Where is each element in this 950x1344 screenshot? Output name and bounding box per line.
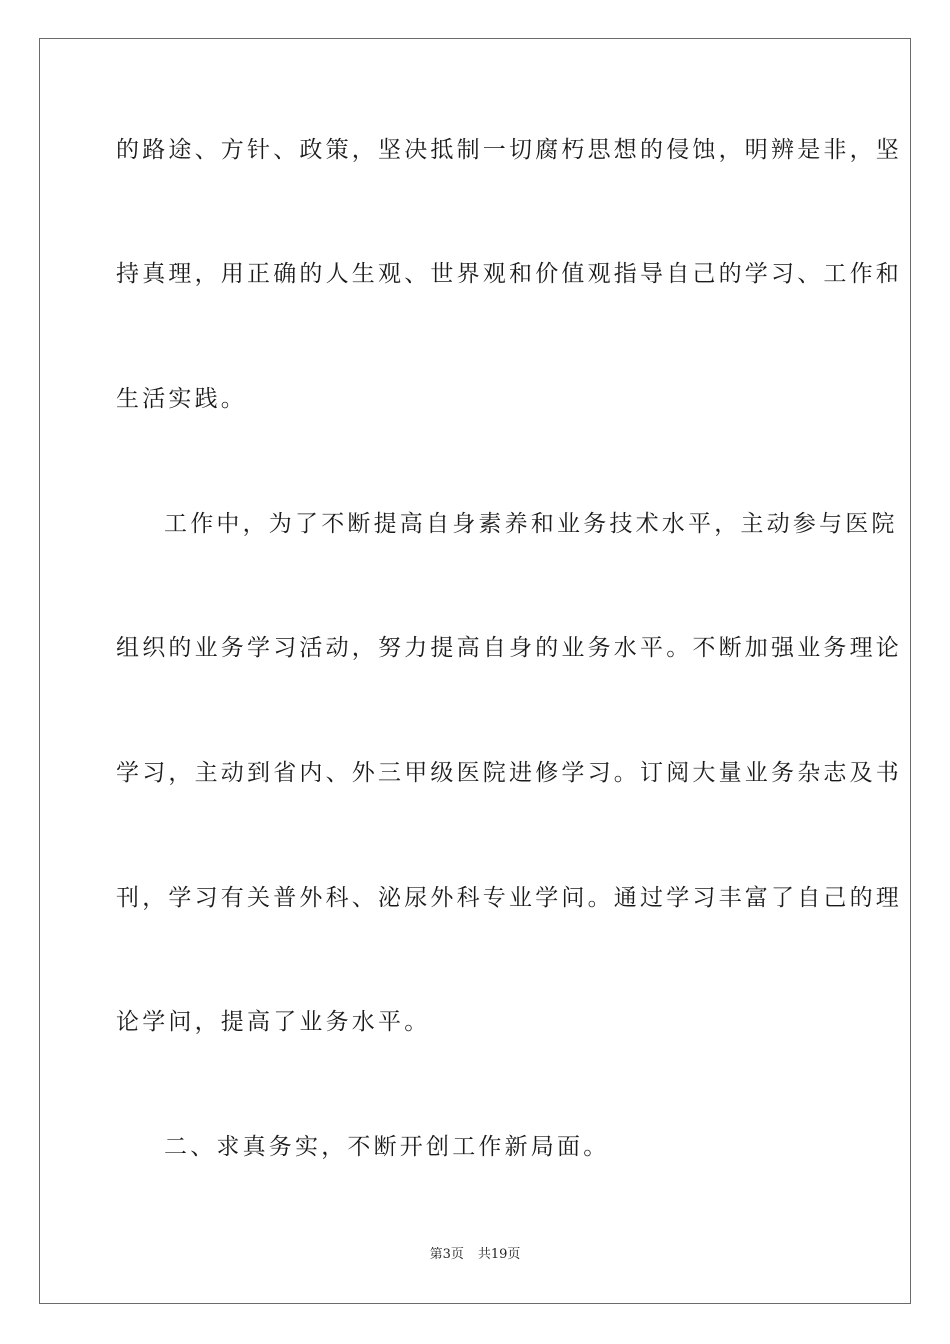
text-line-8: 论学问，提高了业务水平。 (116, 1009, 431, 1035)
page-number: 第3页 (429, 1247, 464, 1262)
section-heading: 二、求真务实，不断开创工作新局面。 (164, 1134, 610, 1160)
paragraph-start-line: 工作中，为了不断提高自身素养和业务技术水平，主动参与医院 (164, 511, 898, 537)
text-line-1: 的路途、方针、政策，坚决抵制一切腐朽思想的侵蚀，明辨是非，坚 (116, 137, 902, 163)
text-line-7: 刊，学习有关普外科、泌尿外科专业学问。通过学习丰富了自己的理 (116, 885, 902, 911)
text-line-5: 组织的业务学习活动，努力提高自身的业务水平。不断加强业务理论 (116, 635, 902, 661)
text-line-2: 持真理，用正确的人生观、世界观和价值观指导自己的学习、工作和 (116, 261, 902, 287)
text-line-6: 学习，主动到省内、外三甲级医院进修学习。订阅大量业务杂志及书 (116, 760, 902, 786)
page-frame (39, 38, 911, 1304)
total-pages: 共19页 (477, 1247, 521, 1262)
page-footer (0, 1246, 950, 1264)
text-line-3: 生活实践。 (116, 386, 247, 412)
